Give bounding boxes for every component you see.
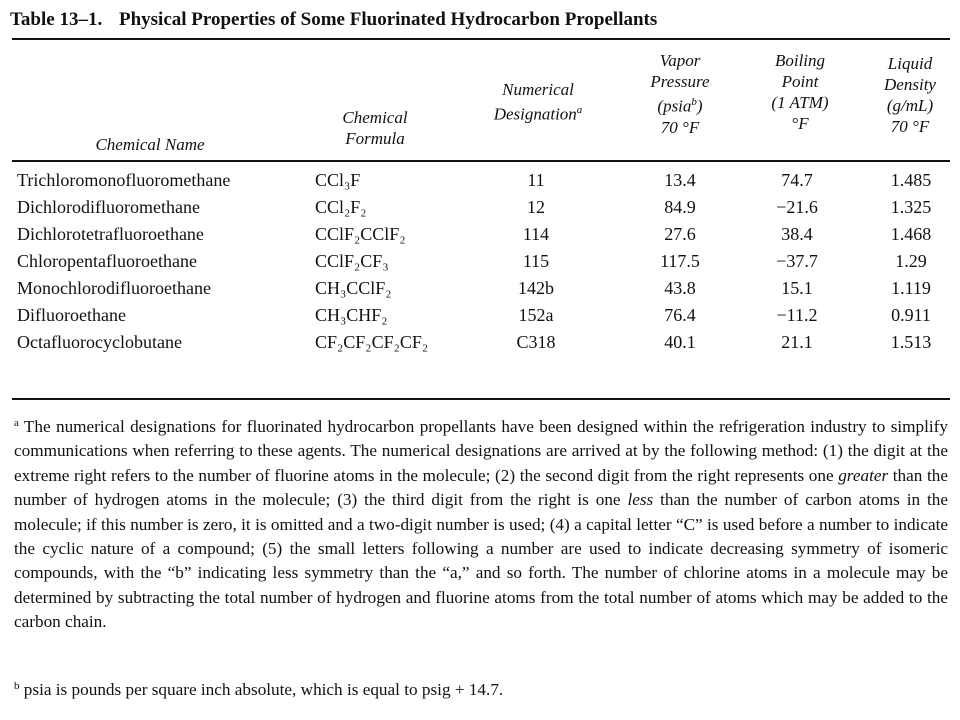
cell-vapor-pressure: 13.4 bbox=[664, 170, 696, 190]
footnote-b bbox=[14, 680, 503, 700]
header-line: 70 °F bbox=[890, 117, 930, 136]
cell-formula: CClF₂CClF₂ bbox=[315, 224, 406, 244]
header-line: (1 ATM) bbox=[771, 93, 829, 112]
footnote-b-mark: b bbox=[14, 680, 20, 692]
header-text: ) bbox=[696, 96, 703, 116]
cell-vapor-pressure: 84.9 bbox=[664, 197, 696, 217]
cell-formula: CH₃CClF₂ bbox=[315, 278, 392, 298]
table-row bbox=[0, 170, 960, 197]
cell-density: 1.119 bbox=[891, 278, 931, 298]
footnote-text: The numerical designations for fluorinated hydrocarbon propellants have been designed within the refrigeration industry to simplify communications when referring to these agents. The numerical designations are arrived at by the following method: (1) the digit at the extreme right refers to the number of fluorine atoms in the molecule; (2) the second digit from the right represents one bbox=[14, 417, 948, 485]
footnote-emphasis: greater bbox=[838, 465, 889, 485]
cell-designation: 115 bbox=[522, 251, 550, 271]
header-text: (psia bbox=[657, 96, 692, 116]
cell-vapor-pressure: 117.5 bbox=[660, 251, 700, 271]
cell-chemical-name: Dichlorotetrafluoroethane bbox=[17, 224, 204, 244]
cell-vapor-pressure: 43.8 bbox=[664, 278, 696, 298]
cell-density: 0.911 bbox=[891, 305, 931, 325]
header-numerical-designation bbox=[478, 79, 598, 125]
cell-formula: CCl₃F bbox=[315, 170, 361, 190]
cell-boiling-point: −11.2 bbox=[776, 305, 818, 325]
cell-vapor-pressure: 40.1 bbox=[664, 332, 696, 352]
footnote-a-mark: a bbox=[14, 417, 19, 429]
header-line: Point bbox=[781, 72, 819, 91]
header-line bbox=[478, 100, 598, 125]
cell-formula: CCl₂F₂ bbox=[315, 197, 367, 217]
cell-boiling-point: 38.4 bbox=[781, 224, 813, 244]
table-row bbox=[0, 224, 960, 251]
header-line: (g/mL) bbox=[886, 96, 934, 115]
footnote-mark-b: b bbox=[691, 96, 697, 108]
header-chemical-formula bbox=[315, 107, 435, 149]
cell-chemical-name: Octafluorocyclobutane bbox=[17, 332, 182, 352]
header-line: Boiling bbox=[774, 51, 826, 70]
cell-chemical-name: Dichlorodifluoromethane bbox=[17, 197, 200, 217]
header-line: Chemical bbox=[342, 108, 408, 127]
cell-designation: 12 bbox=[527, 197, 545, 217]
cell-vapor-pressure: 27.6 bbox=[664, 224, 696, 244]
header-line: Pressure bbox=[650, 72, 710, 91]
cell-boiling-point: 15.1 bbox=[781, 278, 813, 298]
cell-density: 1.485 bbox=[890, 170, 932, 190]
cell-designation: 11 bbox=[527, 170, 545, 190]
cell-density: 1.29 bbox=[895, 251, 927, 271]
table-row bbox=[0, 197, 960, 224]
header-vapor-pressure bbox=[630, 50, 730, 138]
footnote-text: than the number of carbon atoms in the molecule; if this number is zero, it is omitted and a two-digit number is used; (4) a capital letter “C” is used before a number to indicate the cyclic nature of a compound; (5) the small letters following a number are used to indicate decreasing symmetry of isomeric compounds, with the “b” indicating less symmetry than the “a,” and so forth. The number of chlorine atoms in a molecule may be determined by subtracting the total number of hydrogen and fluorine atoms from the total number of atoms which may be added to the carbon chain. bbox=[14, 490, 949, 632]
cell-boiling-point: 74.7 bbox=[781, 170, 813, 190]
cell-chemical-name: Chloropentafluoroethane bbox=[17, 251, 197, 271]
table-number: Table 13–1. bbox=[10, 9, 103, 30]
header-line: 70 °F bbox=[660, 117, 700, 137]
footnote-mark-a: a bbox=[576, 104, 583, 116]
header-liquid-density bbox=[870, 53, 950, 137]
footnote-text: than the number of hydrogen atoms in the molecule; (3) the third digit from the right is one bbox=[14, 465, 948, 510]
table-row bbox=[0, 251, 960, 278]
header-line: Formula bbox=[345, 129, 405, 148]
cell-density: 1.468 bbox=[890, 224, 932, 244]
table-caption bbox=[10, 9, 657, 31]
footnote-text: psia is pounds per square inch absolute, which is equal to psig + 14.7. bbox=[19, 680, 504, 699]
table-row bbox=[0, 332, 960, 359]
cell-chemical-name: Monochlorodifluoroethane bbox=[17, 278, 211, 298]
header-line: Vapor bbox=[659, 51, 701, 70]
cell-boiling-point: −37.7 bbox=[776, 251, 818, 271]
header-line: Numerical bbox=[502, 80, 574, 99]
table-row bbox=[0, 305, 960, 332]
cell-formula: CH₃CHF₂ bbox=[315, 305, 388, 325]
header-line: Density bbox=[884, 75, 936, 94]
cell-designation: C318 bbox=[516, 332, 556, 352]
table-row bbox=[0, 278, 960, 305]
cell-designation: 114 bbox=[522, 224, 550, 244]
cell-designation: 142b bbox=[518, 278, 554, 298]
cell-designation: 152a bbox=[518, 305, 554, 325]
bottom-rule bbox=[12, 398, 950, 400]
top-rule bbox=[12, 38, 950, 40]
cell-vapor-pressure: 76.4 bbox=[664, 305, 696, 325]
cell-formula: CClF₂CF₃ bbox=[315, 251, 389, 271]
cell-boiling-point: 21.1 bbox=[781, 332, 813, 352]
cell-density: 1.513 bbox=[890, 332, 932, 352]
cell-boiling-point: −21.6 bbox=[776, 197, 818, 217]
header-line: °F bbox=[791, 114, 809, 133]
cell-density: 1.325 bbox=[890, 197, 932, 217]
header-chemical-name bbox=[65, 134, 235, 155]
header-boiling-point bbox=[745, 50, 855, 134]
cell-formula: CF₂CF₂CF₂CF₂ bbox=[315, 332, 429, 352]
header-line: Liquid bbox=[887, 54, 933, 73]
table-title: Physical Properties of Some Fluorinated Hydrocarbon Propellants bbox=[118, 9, 658, 30]
header-text: Designation bbox=[493, 104, 577, 124]
header-line bbox=[630, 92, 730, 117]
footnote-a bbox=[14, 411, 948, 635]
cell-chemical-name: Difluoroethane bbox=[17, 305, 126, 325]
footnote-a-paragraph bbox=[14, 411, 948, 635]
footnote-emphasis: less bbox=[627, 490, 654, 510]
header-line: Chemical Name bbox=[95, 135, 205, 154]
header-rule bbox=[12, 160, 950, 162]
cell-chemical-name: Trichloromonofluoromethane bbox=[17, 170, 231, 190]
